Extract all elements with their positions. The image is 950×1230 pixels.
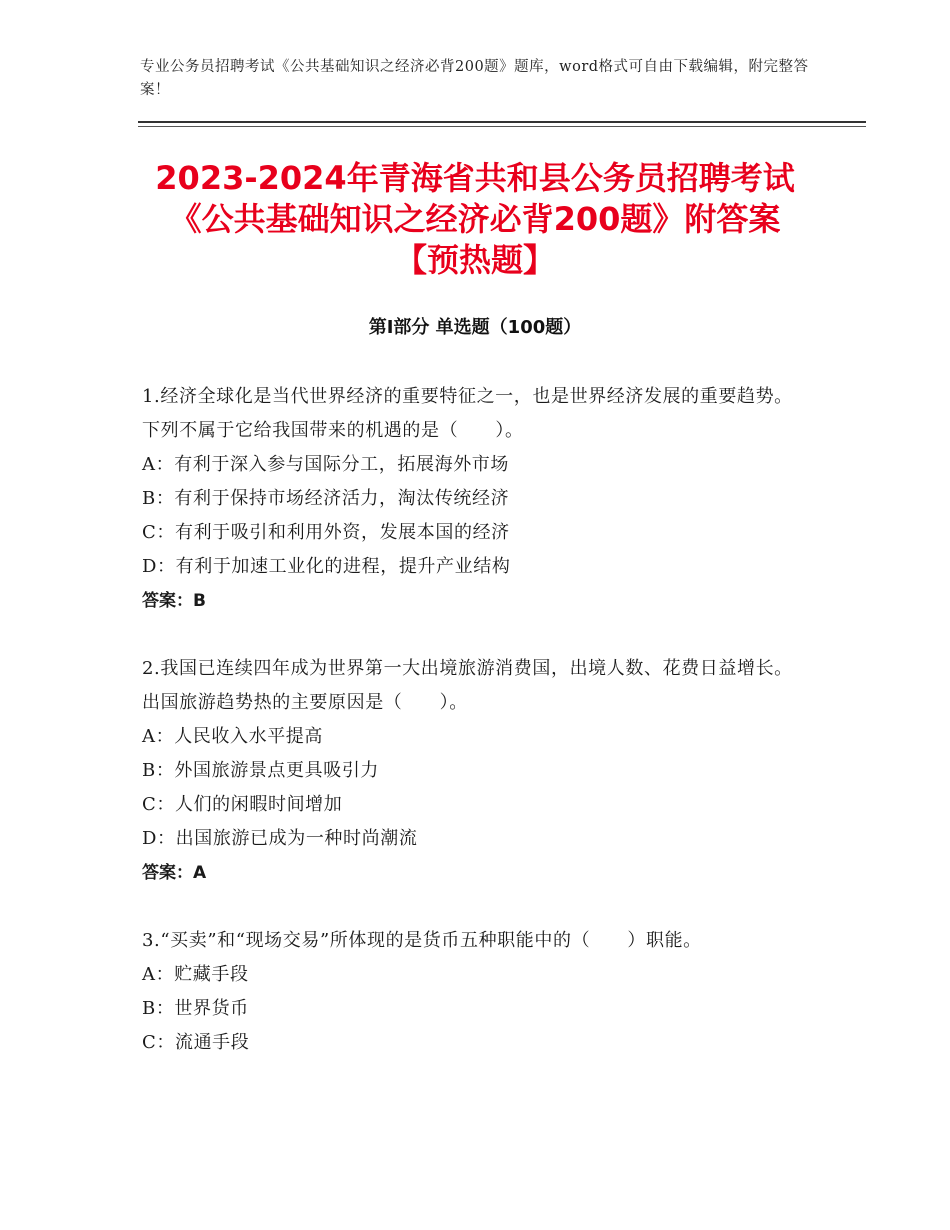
header-note: 专业公务员招聘考试《公共基础知识之经济必背200题》题库，word格式可自由下载编辑，附完整答案！ bbox=[140, 59, 809, 98]
question-option-c: C：有利于吸引和利用外资，发展本国的经济 bbox=[142, 522, 510, 543]
question-answer: 答案：B bbox=[142, 591, 206, 611]
question-answer: 答案：A bbox=[142, 863, 207, 883]
question-option-a: A：有利于深入参与国际分工，拓展海外市场 bbox=[142, 454, 509, 475]
header-divider-thick bbox=[138, 121, 866, 123]
question-option-d: D：有利于加速工业化的进程，提升产业结构 bbox=[142, 556, 511, 577]
question-stem: 3.“买卖”和“现场交易”所体现的是货币五种职能中的（ ）职能。 bbox=[142, 930, 702, 951]
title-line-3: 【预热题】 bbox=[394, 241, 555, 279]
section-title: 第Ⅰ部分 单选题（100题） bbox=[368, 317, 582, 338]
header-divider-thin bbox=[138, 126, 866, 127]
question-option-a: A：贮藏手段 bbox=[142, 964, 249, 985]
title-line-2: 《公共基础知识之经济必背200题》附答案 bbox=[169, 200, 781, 238]
question-stem: 1.经济全球化是当代世界经济的重要特征之一，也是世界经济发展的重要趋势。下列不属于它给我国带来的机遇的是（ ）。 bbox=[142, 386, 793, 441]
question-3 bbox=[142, 924, 797, 1060]
question-stem: 2.我国已连续四年成为世界第一大出境旅游消费国，出境人数、花费日益增长。出国旅游趋势热的主要原因是（ ）。 bbox=[142, 658, 793, 713]
question-option-a: A：人民收入水平提高 bbox=[142, 726, 323, 747]
question-option-b: B：有利于保持市场经济活力，淘汰传统经济 bbox=[142, 488, 510, 509]
title-line-1: 2023-2024年青海省共和县公务员招聘考试 bbox=[155, 159, 795, 197]
question-option-c: C：流通手段 bbox=[142, 1032, 250, 1053]
question-option-d: D：出国旅游已成为一种时尚潮流 bbox=[142, 828, 418, 849]
question-option-b: B：世界货币 bbox=[142, 998, 249, 1019]
question-option-c: C：人们的闲暇时间增加 bbox=[142, 794, 343, 815]
document-title bbox=[120, 158, 830, 281]
question-1 bbox=[142, 380, 797, 618]
question-option-b: B：外国旅游景点更具吸引力 bbox=[142, 760, 380, 781]
question-list bbox=[142, 380, 797, 1094]
question-2 bbox=[142, 652, 797, 890]
